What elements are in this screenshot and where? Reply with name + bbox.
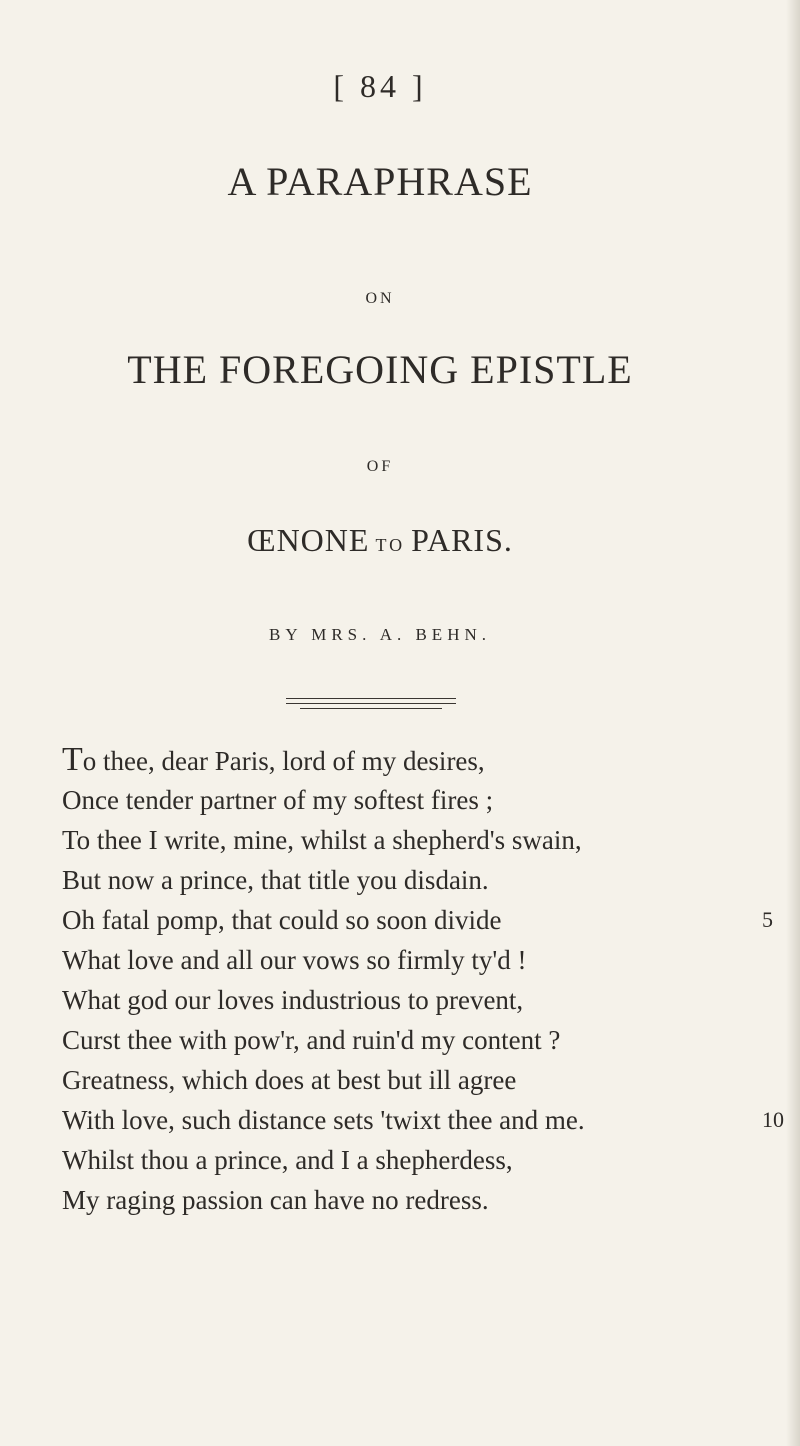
title-line-paraphrase: A PARAPHRASE bbox=[227, 159, 533, 204]
poem-line bbox=[62, 900, 782, 940]
title-name-oenone: ŒNONE bbox=[247, 522, 370, 558]
poem-line-text: With love, such distance sets 'twixt thee and me. bbox=[62, 1105, 585, 1135]
initial-letter: T bbox=[62, 741, 83, 778]
title-line-oenone-paris bbox=[0, 522, 760, 559]
title-name-paris: PARIS. bbox=[411, 522, 513, 558]
poem-line bbox=[62, 1060, 782, 1100]
line-number: 10 bbox=[762, 1107, 784, 1132]
poem-line-text: Curst thee with pow'r, and ruin'd my content ? bbox=[62, 1025, 561, 1055]
divider-rule bbox=[286, 703, 456, 704]
page-number: [ 84 ] bbox=[333, 68, 427, 104]
poem-line-text: Whilst thou a prince, and I a shepherdess, bbox=[62, 1145, 513, 1175]
poem-line-text: o thee, dear Paris, lord of my desires, bbox=[82, 746, 485, 776]
title-word-on: ON bbox=[365, 290, 395, 307]
poem-line bbox=[62, 860, 782, 900]
poem-line-text: Oh fatal pomp, that could so soon divide bbox=[62, 905, 502, 935]
divider-rule bbox=[300, 708, 442, 709]
title-word-to: TO bbox=[375, 535, 406, 555]
title-line-epistle: THE FOREGOING EPISTLE bbox=[127, 347, 633, 392]
poem-line bbox=[62, 1020, 782, 1060]
page-edge-shadow bbox=[786, 0, 800, 1446]
poem-line-text: My raging passion can have no redress. bbox=[62, 1185, 489, 1215]
title-word-of: OF bbox=[366, 458, 394, 475]
poem-line-text: Greatness, which does at best but ill agree bbox=[62, 1065, 517, 1095]
poem-line bbox=[62, 820, 782, 860]
author-byline: BY MRS. A. BEHN. bbox=[268, 625, 491, 644]
poem-line bbox=[62, 1100, 782, 1140]
poem-line-text: What god our loves industrious to prevent, bbox=[62, 985, 524, 1015]
poem-body bbox=[62, 740, 782, 1220]
poem-line bbox=[62, 740, 782, 780]
line-number: 5 bbox=[762, 907, 773, 932]
poem-line-text: But now a prince, that title you disdain. bbox=[62, 865, 489, 895]
poem-line bbox=[62, 940, 782, 980]
poem-line bbox=[62, 980, 782, 1020]
poem-line-text: Once tender partner of my softest fires ; bbox=[62, 785, 494, 815]
poem-line bbox=[62, 1140, 782, 1180]
poem-line-text: To thee I write, mine, whilst a shepherd's swain, bbox=[62, 825, 582, 855]
poem-line bbox=[62, 1180, 782, 1220]
divider-rule bbox=[286, 698, 456, 699]
poem-line bbox=[62, 780, 782, 820]
poem-line-text: What love and all our vows so firmly ty'd ! bbox=[62, 945, 527, 975]
